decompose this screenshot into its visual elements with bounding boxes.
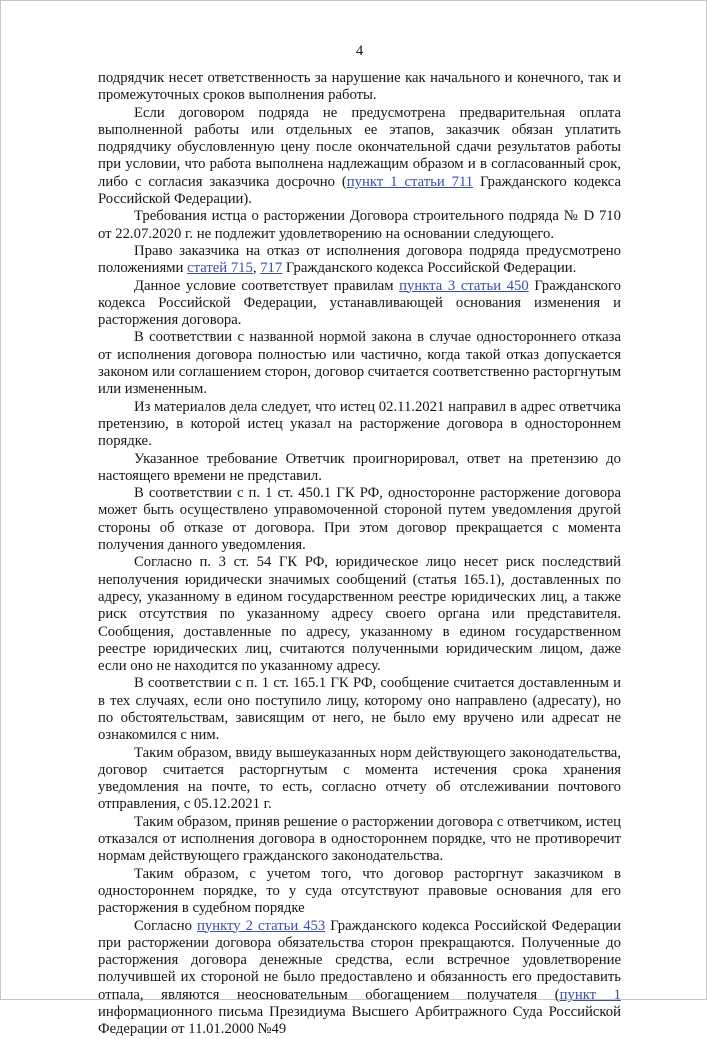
paragraph-text: Таким образом, приняв решение о расторжении договора с ответчиком, истец отказался от исполнения договора в одностороннем порядке, что не противоречит нормам действующего гражданского законодательства. [98, 813, 621, 865]
paragraph-text: Таким образом, с учетом того, что договор расторгнут заказчиком в одностороннем порядке, то у суда отсутствуют правовые основания для его расторжения в судебном порядке [98, 865, 621, 917]
paragraph-text: В соответствии с п. 1 ст. 450.1 ГК РФ, односторонне расторжение договора может быть осуществлено управомоченной стороной путем уведомления другой стороны об отказе от договора. При этом договор прекращается с момента получения данного уведомления. [98, 485, 621, 554]
paragraph-text: Согласно [134, 917, 198, 934]
paragraph-contract-terminated-date [98, 745, 621, 814]
paragraph-art-453-enrichment [98, 918, 621, 1039]
document-body [98, 70, 621, 1039]
paragraph-text: Указанное требование Ответчик проигнорировал, ответ на претензию до настоящего времени не представил. [98, 450, 621, 484]
paragraph-defendant-ignored [98, 451, 621, 486]
paragraph-text: Гражданского кодекса Российской Федерации при расторжении договора обязательства сторон прекращаются. Полученные до расторжения договора денежные средства, если встречное удовлетворение получившей их стороной не было предоставлено и обязанность его предоставить отпала, являются неосновательным обогащением получателя ( [98, 917, 621, 1003]
paragraph-text: , [252, 260, 261, 277]
paragraph-art-450-1 [98, 485, 621, 554]
paragraph-condition-rules [98, 278, 621, 330]
link-punkta-3-stati-450[interactable]: пункта 3 статьи 450 [399, 277, 529, 294]
paragraph-text: Если договором подряда не предусмотрена предварительная оплата выполненной работы или отдельных ее этапов, заказчик обязан уплатить подрядчику обусловленную цену после окончательной сдачи результатов работы при условии, что работа выполнена надлежащим образом и в согласованный срок, либо с согласия заказчика досрочно ( [98, 104, 621, 190]
paragraph-text: Гражданского кодекса Российской Федерации. [282, 260, 577, 277]
link-punkt-1-stati-711[interactable]: пункт 1 статьи 711 [346, 173, 474, 190]
paragraph-claim-demands [98, 208, 621, 243]
link-717[interactable]: 717 [260, 260, 283, 277]
link-punktu-2-stati-453[interactable]: пункту 2 статьи 453 [197, 917, 326, 934]
paragraph-text: Согласно п. 3 ст. 54 ГК РФ, юридическое лицо несет риск последствий неполучения юридически значимых сообщений (статья 165.1), доставленных по адресу, указанному в едином государственном реестре юридических лиц, а также риск отсутствия по указанному адресу своего органа или представителя. Сообщения, доставленные по адресу, указанному в едином государственном реестре юридических лиц, считаются полученными юридическим лицом, даже если оно не находится по указанному адресу. [98, 554, 621, 675]
link-punkt-1-info-letter[interactable]: пункт 1 [559, 986, 621, 1003]
paragraph-text: Из материалов дела следует, что истец 02.11.2021 направил в адрес ответчика претензию, в которой истец указал на расторжение договора в одностороннем порядке. [98, 398, 621, 450]
paragraph-text: Данное условие соответствует правилам [134, 277, 400, 294]
page-number: 4 [355, 43, 364, 59]
link-statei-715[interactable]: статей 715 [187, 260, 253, 277]
paragraph-continuation [98, 70, 621, 105]
paragraph-plaintiff-refused [98, 814, 621, 866]
paragraph-unilateral-refusal-norm [98, 329, 621, 398]
paragraph-text: Гражданского кодекса Российской Федерации). [98, 173, 621, 208]
paragraph-art-54 [98, 554, 621, 675]
paragraph-text: Таким образом, ввиду вышеуказанных норм действующего законодательства, договор считается расторгнутым с момента истечения срока хранения уведомления на почте, то есть, согласно отчету об отслеживании почтового отправления, с 05.12.2021 г. [98, 744, 621, 813]
paragraph-text: подрядчик несет ответственность за нарушение как начального и конечного, так и промежуточных сроков выполнения работы. [98, 70, 621, 104]
paragraph-text: Право заказчика на отказ от исполнения договора подряда предусмотрено положениями [98, 242, 621, 277]
paragraph-text: информационного письма Президиума Высшего Арбитражного Суда Российской Федерации от 11.01.2000 №49 [98, 1004, 621, 1038]
paragraph-art-165-1 [98, 675, 621, 744]
paragraph-text: Требования истца о расторжении Договора строительного подряда № D 710 от 22.07.2020 г. не подлежит удовлетворению на основании следующего. [98, 208, 621, 242]
paragraph-text: Гражданского кодекса Российской Федерации, устанавливающей основания изменения и расторжения договора. [98, 277, 621, 329]
paragraph-text: В соответствии с п. 1 ст. 165.1 ГК РФ, сообщение считается доставленным и в тех случаях, если оно поступило лицу, которому оно направлено (адресату), но по обстоятельствам, зависящим от него, не было ему вручено или адресат не ознакомился с ним. [98, 675, 621, 744]
paragraph-case-materials [98, 399, 621, 451]
paragraph-no-court-grounds [98, 866, 621, 918]
paragraph-prepayment-rule [98, 105, 621, 209]
paragraph-customer-refusal-right [98, 243, 621, 278]
paragraph-text: В соответствии с названной нормой закона в случае одностороннего отказа от исполнения договора полностью или частично, когда такой отказ допускается законом или соглашением сторон, договор считается соответственно расторгнутым или измененным. [98, 329, 621, 398]
